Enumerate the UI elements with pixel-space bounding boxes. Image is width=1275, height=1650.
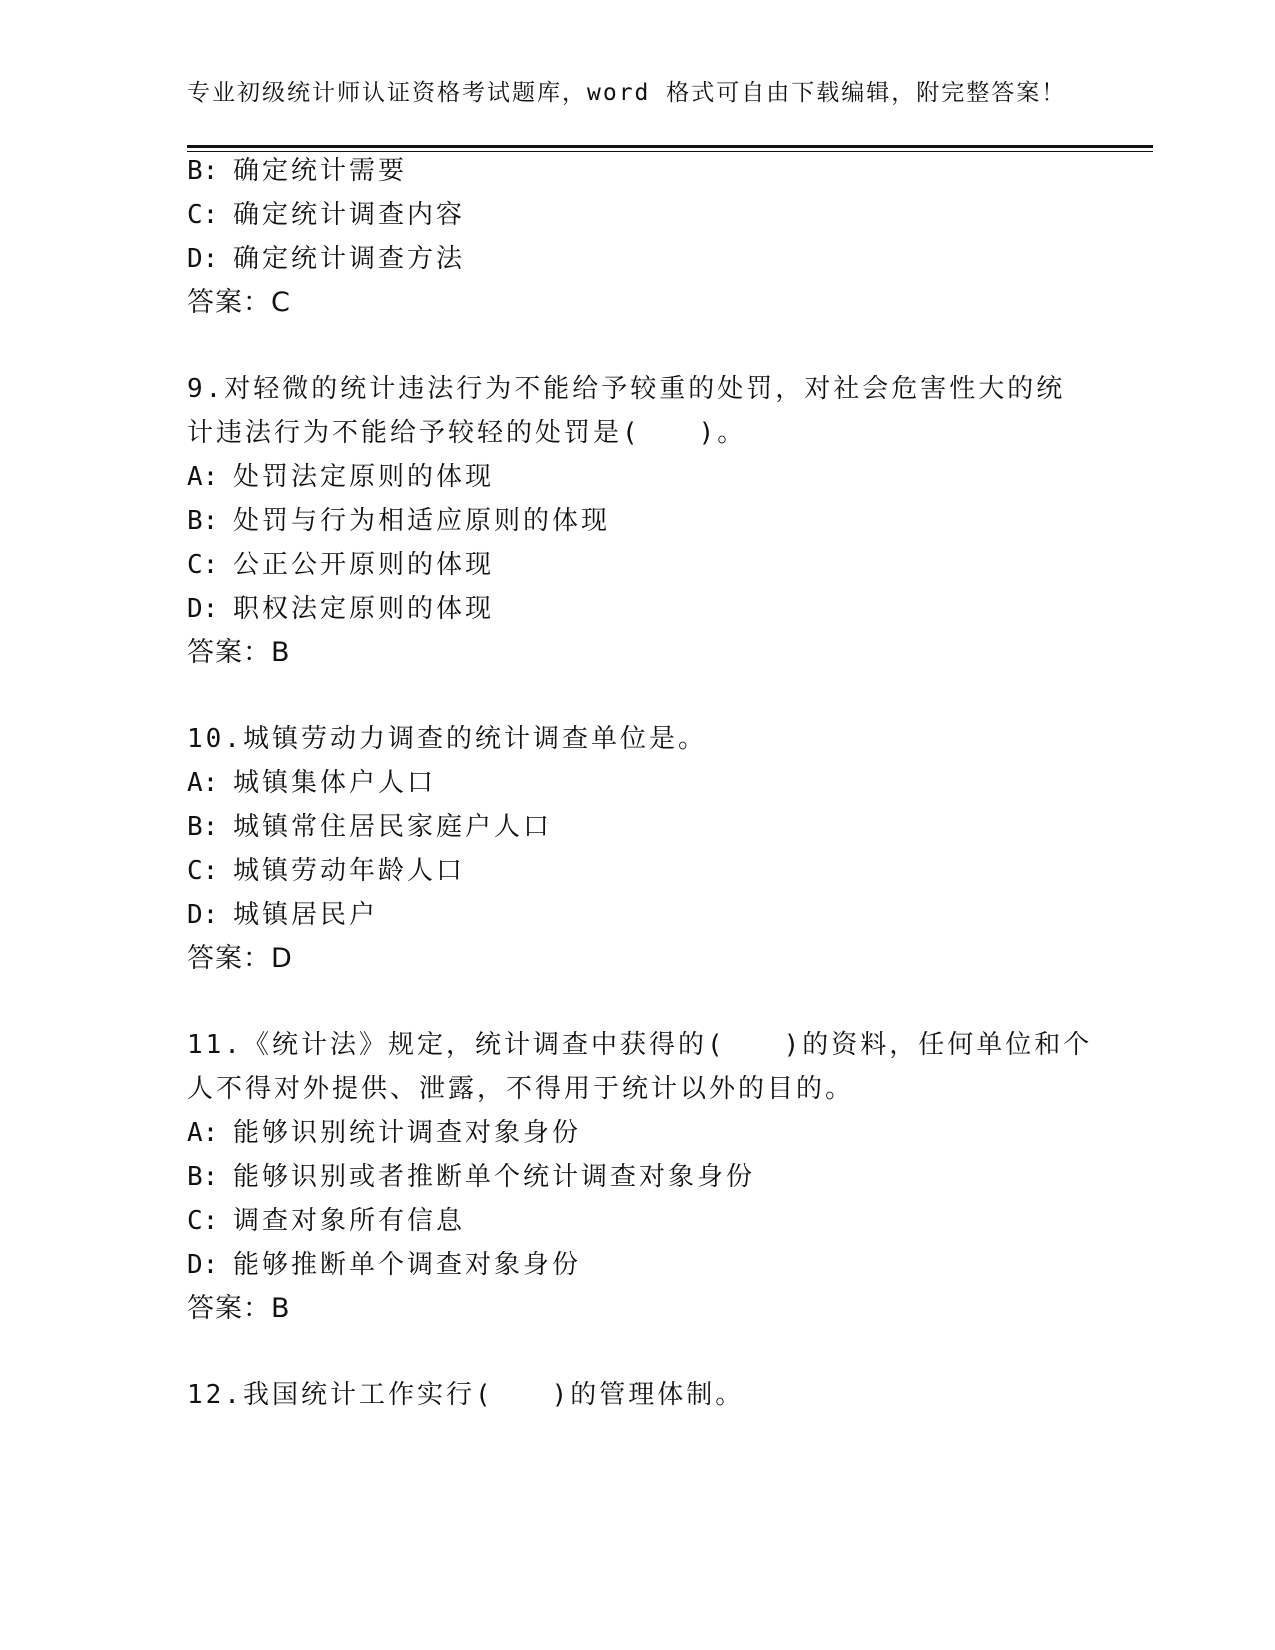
q9-option-c: [187, 550, 494, 580]
option-letter: C:: [187, 200, 219, 230]
option-letter: A:: [187, 462, 219, 492]
q9-stem-line-2: 计违法行为不能给予较轻的处罚是( )。: [187, 418, 747, 448]
prev-option-c: [187, 200, 465, 230]
option-letter: C:: [187, 1206, 219, 1236]
q11-answer: 答案：B: [187, 1293, 291, 1324]
q9-option-b: [187, 506, 610, 536]
option-text: 城镇集体户人口: [233, 768, 437, 798]
option-text: 公正公开原则的体现: [233, 550, 495, 580]
option-text: 能够推断单个调查对象身份: [233, 1250, 582, 1280]
option-letter: A:: [187, 1118, 219, 1148]
q11-option-c: [187, 1206, 465, 1236]
option-text: 能够识别统计调查对象身份: [233, 1118, 582, 1148]
option-text: 城镇劳动年龄人口: [233, 856, 466, 886]
q11-option-d: [187, 1250, 581, 1280]
option-letter: B:: [187, 506, 219, 536]
option-letter: D:: [187, 900, 219, 930]
option-text: 确定统计需要: [233, 156, 408, 186]
q10-option-d: [187, 900, 378, 930]
q9-option-a: [187, 462, 494, 492]
option-letter: D:: [187, 1250, 219, 1280]
option-text: 确定统计调查方法: [233, 244, 466, 274]
option-letter: A:: [187, 768, 219, 798]
prev-option-b: [187, 156, 407, 186]
option-text: 调查对象所有信息: [233, 1206, 466, 1236]
page-header: 专业初级统计师认证资格考试题库，word 格式可自由下载编辑，附完整答案！: [187, 80, 1067, 106]
q11-stem-line-2: 人不得对外提供、泄露，不得用于统计以外的目的。: [187, 1074, 855, 1104]
option-text: 职权法定原则的体现: [233, 594, 495, 624]
q10-option-c: [187, 856, 465, 886]
prev-option-d: [187, 244, 465, 274]
q12-stem-line-1: 12.我国统计工作实行( )的管理体制。: [187, 1380, 745, 1410]
q10-option-b: [187, 812, 552, 842]
option-letter: D:: [187, 594, 219, 624]
option-text: 确定统计调查内容: [233, 200, 466, 230]
option-letter: D:: [187, 244, 219, 274]
option-letter: C:: [187, 856, 219, 886]
option-letter: C:: [187, 550, 219, 580]
q11-option-a: [187, 1118, 581, 1148]
prev-answer: 答案：C: [187, 287, 291, 318]
q9-option-d: [187, 594, 494, 624]
q9-stem-line-1: 9.对轻微的统计违法行为不能给予较重的处罚，对社会危害性大的统: [187, 374, 1066, 404]
q10-option-a: [187, 768, 436, 798]
header-rule-thin: [187, 151, 1153, 152]
header-rule-thick: [187, 145, 1153, 148]
option-text: 处罚法定原则的体现: [233, 462, 495, 492]
option-text: 能够识别或者推断单个统计调查对象身份: [233, 1162, 756, 1192]
option-text: 城镇常住居民家庭户人口: [233, 812, 553, 842]
option-text: 处罚与行为相适应原则的体现: [233, 506, 611, 536]
q11-option-b: [187, 1162, 755, 1192]
option-letter: B:: [187, 812, 219, 842]
option-letter: B:: [187, 156, 219, 186]
q10-answer: 答案：D: [187, 943, 293, 974]
q9-answer: 答案：B: [187, 637, 291, 668]
q10-stem-line-1: 10.城镇劳动力调查的统计调查单位是。: [187, 724, 707, 754]
option-letter: B:: [187, 1162, 219, 1192]
option-text: 城镇居民户: [233, 900, 379, 930]
q11-stem-line-1: 11.《统计法》规定，统计调查中获得的( )的资料，任何单位和个: [187, 1030, 1093, 1060]
